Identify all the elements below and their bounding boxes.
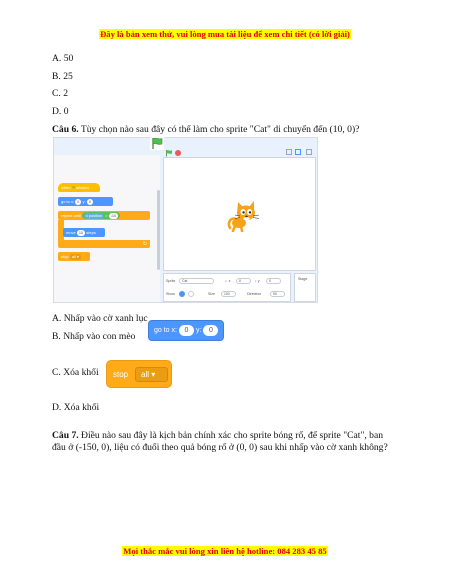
hide-visible-icon[interactable] [188,291,194,297]
stage-size-controls[interactable] [286,149,314,156]
option-a: A. Nhấp vào cờ xanh lục [52,313,148,324]
question-6 [52,124,359,135]
stage-label: Stage [298,277,308,281]
repeat-until-block[interactable]: repeat until x position = -10 [58,211,150,220]
option-c-prev: C. 2 [52,88,68,99]
option-b-prev: B. 25 [52,71,73,82]
scrollbar[interactable] [157,190,160,270]
question-7-label: Câu 7. [52,430,79,441]
size-input[interactable]: 100 [221,291,236,297]
goto-xy-block[interactable]: go to x: 0 y: 0 [58,197,113,206]
green-flag-icon [150,136,164,150]
question-6-text: Tùy chọn nào sau đây có thể làm cho sprite "Cat" di chuyển đến (10, 0)? [78,124,360,135]
show-visible-icon[interactable] [179,291,185,297]
repeat-until-bottom [58,240,150,248]
dropdown-arrow-icon: ▾ [151,370,156,379]
question-6-label: Câu 6. [52,124,79,135]
stop-all-block-large[interactable]: stop all ▾ [106,360,172,388]
option-b: B. Nhấp vào con mèo [52,331,136,342]
y-arrow-icon: ↕ [255,279,257,283]
normal-stage-icon[interactable] [295,149,301,155]
direction-input[interactable]: 90 [270,291,285,297]
question-7-text: Điều nào sau đây là kịch bản chính xác cho sprite bóng rổ, để sprite "Cat", ban đầu ở (-150, 0), liệu có đuổi theo quả bóng rổ ở (0, 0) sau khi nhấp vào cờ xanh không? [52,430,388,453]
sprite-name-input[interactable]: Cat [179,278,214,284]
goto-xy-block-large[interactable]: go to x: 0 y: 0 [148,320,224,341]
footer-banner: Mọi thắc mắc vui lòng xin liên hệ hotline: 084 283 45 85 [123,546,327,556]
when-flag-clicked-block[interactable]: when ⚑ clicked [58,183,100,192]
x-arrow-icon: ⇔ [224,279,228,283]
x-input[interactable]: 0 [236,278,251,284]
show-label: Show [166,292,175,296]
header-banner: Đây là bản xem thử, vui lòng mua tài liệu để xem chi tiết (có lời giải) [100,29,350,39]
y-label: ↕ y [255,279,260,283]
sprite-label: Sprite [166,279,176,283]
cat-sprite-icon[interactable] [225,198,261,232]
fullscreen-icon[interactable] [306,149,312,155]
option-d-prev: D. 0 [52,106,69,117]
option-d: D. Xóa khối [52,402,100,413]
size-label: Size [208,292,215,296]
green-flag-icon: ⚑ [71,185,76,190]
green-flag-icon[interactable] [165,149,173,157]
dropdown-arrow-icon: ▾ [76,254,79,259]
stop-sign-icon[interactable] [175,150,181,156]
question-7 [52,430,397,453]
move-steps-block[interactable]: move 10 steps [63,228,105,237]
stop-option-dropdown[interactable]: all ▾ [135,367,168,382]
loop-arrow-icon: ↻ [142,241,147,247]
stop-all-block[interactable]: stop all ▾ [58,252,90,261]
x-label: ⇔ x [224,279,231,283]
option-a-prev: A. 50 [52,53,74,64]
direction-label: Direction [247,292,262,296]
equals-operator[interactable]: x position = -10 [82,212,120,219]
small-stage-icon[interactable] [286,149,292,155]
y-input[interactable]: 0 [266,278,281,284]
option-c: C. Xóa khối [52,367,99,378]
